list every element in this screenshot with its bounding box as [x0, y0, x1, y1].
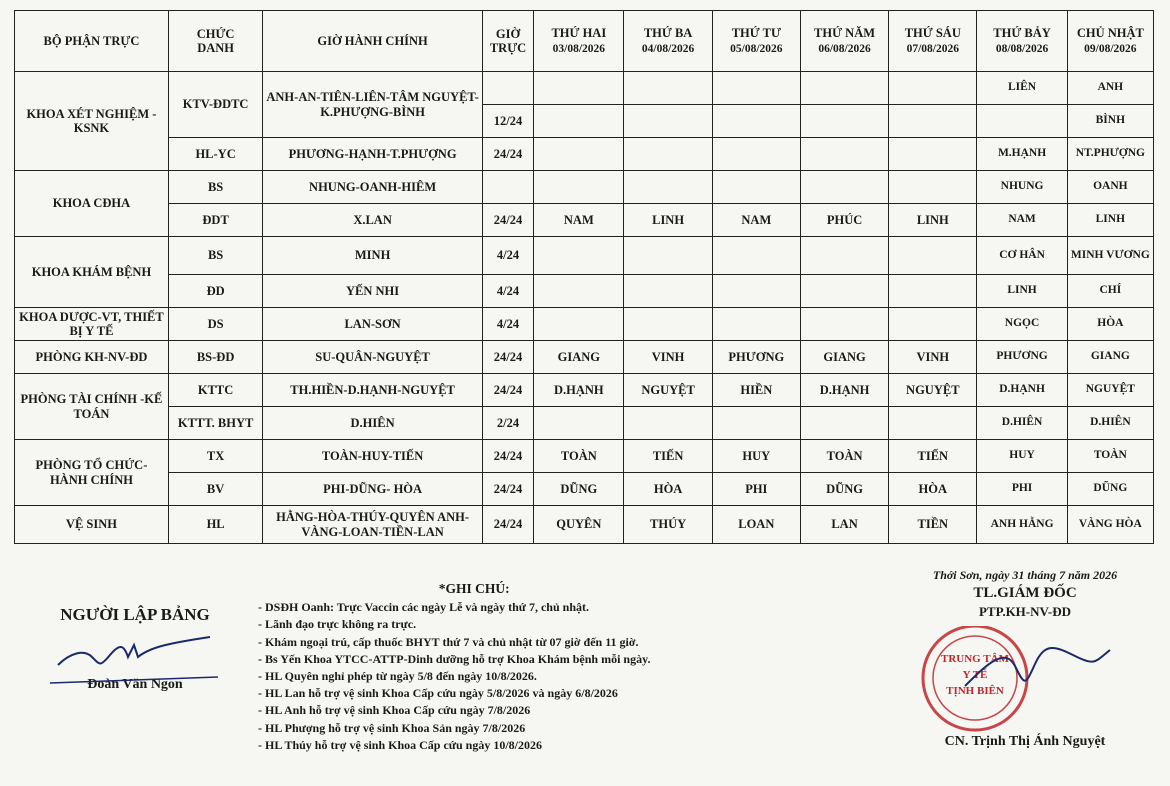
day-cell: [624, 138, 712, 171]
day-cell: [624, 275, 712, 308]
day-cell: DŨNG: [800, 473, 888, 506]
header-duty: [482, 11, 533, 72]
day-cell: LINH: [977, 275, 1067, 308]
day-cell: CƠ HÂN: [977, 237, 1067, 275]
duty-hours-cell: 2/24: [482, 407, 533, 440]
note-item: - DSĐH Oanh: Trực Vaccin các ngày Lễ và ngày thứ 7, chủ nhật.: [258, 600, 589, 615]
dept-cell: PHÒNG TÀI CHÍNH -KẾ TOÁN: [15, 374, 169, 440]
roster-row: [15, 308, 1154, 341]
day-cell: [800, 308, 888, 341]
day-name: THỨ BA: [643, 26, 693, 41]
day-cell: [624, 407, 712, 440]
header-day: [1067, 11, 1153, 72]
staff-cell: HẰNG-HÒA-THÚY-QUYÊN ANH-VÀNG-LOAN-TIỀN-LAN: [263, 506, 483, 544]
maker-title: NGƯỜI LẬP BẢNG: [60, 605, 210, 624]
day-cell: NAM: [712, 204, 800, 237]
staff-cell: PHI-DŨNG- HÒA: [263, 473, 483, 506]
duty-hours-cell: [482, 171, 533, 204]
day-cell: NGUYỆT: [889, 374, 977, 407]
signoff-block: [905, 568, 1145, 749]
day-cell: [712, 72, 800, 105]
dept-cell: KHOA DƯỢC-VT, THIẾT BỊ Y TẾ: [15, 308, 169, 341]
duty-hours-cell: 12/24: [482, 105, 533, 138]
day-cell: [712, 407, 800, 440]
note-item: - HL Quyên nghỉ phép từ ngày 5/8 đến ngày 10/8/2026.: [258, 669, 537, 684]
staff-cell: YẾN NHI: [263, 275, 483, 308]
header-row: [15, 11, 1154, 72]
day-date: 04/08/2026: [641, 42, 695, 55]
day-cell: VINH: [624, 341, 712, 374]
day-cell: [712, 171, 800, 204]
day-date: 07/08/2026: [906, 42, 959, 55]
roster-row: [15, 407, 1154, 440]
day-cell: [534, 237, 624, 275]
dept-cell: PHÒNG KH-NV-ĐD: [15, 341, 169, 374]
duty-hours-cell: 4/24: [482, 308, 533, 341]
staff-cell: X.LAN: [263, 204, 483, 237]
day-cell: PHI: [712, 473, 800, 506]
staff-cell: MINH: [263, 237, 483, 275]
day-cell: HUY: [977, 440, 1067, 473]
header-day: [624, 11, 712, 72]
day-cell: HÒA: [1067, 308, 1153, 341]
staff-cell: SU-QUÂN-NGUYỆT: [263, 341, 483, 374]
duty-hours-cell: 4/24: [482, 237, 533, 275]
day-name: THỨ NĂM: [814, 26, 876, 41]
day-cell: GIANG: [800, 341, 888, 374]
note-item: - HL Thúy hỗ trợ vệ sinh Khoa Cấp cứu ngày 10/8/2026: [258, 737, 543, 752]
day-cell: D.HIÊN: [977, 407, 1067, 440]
roster-row: [15, 171, 1154, 204]
day-cell: GIANG: [534, 341, 624, 374]
roster-row: [15, 138, 1154, 171]
signoff-date: Thới Sơn, ngày 31 tháng 7 năm 2026: [932, 568, 1118, 582]
day-cell: [889, 407, 977, 440]
header-day: [977, 11, 1067, 72]
roster-row: [15, 341, 1154, 374]
note-item: - Lãnh đạo trực không ra trực.: [258, 617, 417, 632]
day-cell: NGUYỆT: [624, 374, 712, 407]
day-cell: HÒA: [889, 473, 977, 506]
day-cell: PHI: [977, 473, 1067, 506]
day-name: THỨ TƯ: [731, 26, 781, 41]
header-hours: GIỜ HÀNH CHÍNH: [263, 11, 483, 72]
day-cell: ANH HẰNG: [977, 506, 1067, 544]
day-date: 09/08/2026: [1084, 42, 1137, 55]
header-duty-line1: GIỜ: [495, 26, 521, 41]
header-title-line1: CHỨC: [196, 26, 235, 41]
header-day: [889, 11, 977, 72]
title-cell: KTTC: [168, 374, 262, 407]
day-cell: [624, 237, 712, 275]
day-cell: [624, 171, 712, 204]
day-name: THỨ BẢY: [993, 26, 1051, 41]
maker-signature: [50, 627, 220, 687]
day-name: THỨ SÁU: [904, 26, 961, 41]
title-cell: BS-ĐD: [168, 341, 262, 374]
header-title-line2: DANH: [197, 41, 234, 55]
title-cell: BV: [168, 473, 262, 506]
header-title: [168, 11, 262, 72]
day-cell: M.HẠNH: [977, 138, 1067, 171]
day-cell: LOAN: [712, 506, 800, 544]
maker-name: Đoàn Văn Ngon: [87, 677, 183, 692]
dept-cell: KHOA XÉT NGHIỆM -KSNK: [15, 72, 169, 171]
day-cell: [712, 308, 800, 341]
title-cell: ĐD: [168, 275, 262, 308]
roster-row: [15, 237, 1154, 275]
day-cell: DŨNG: [1067, 473, 1153, 506]
day-date: 03/08/2026: [552, 42, 606, 55]
duty-hours-cell: 24/24: [482, 204, 533, 237]
day-cell: [977, 105, 1067, 138]
day-cell: GIANG: [1067, 341, 1153, 374]
day-cell: [534, 275, 624, 308]
day-cell: DŨNG: [534, 473, 624, 506]
day-cell: [534, 105, 624, 138]
roster-row: [15, 275, 1154, 308]
day-cell: VÀNG HÒA: [1067, 506, 1153, 544]
signoff-title1: TL.GIÁM ĐỐC: [973, 585, 1077, 601]
day-name: CHỦ NHẬT: [1076, 26, 1144, 41]
duty-hours-cell: 4/24: [482, 275, 533, 308]
notes-block: [258, 580, 650, 754]
day-cell: TIẾN: [624, 440, 712, 473]
note-item: - Bs Yến Khoa YTCC-ATTP-Dinh dưỡng hỗ trợ Khoa Khám bệnh mỗi ngày.: [258, 651, 651, 666]
roster-row: [15, 473, 1154, 506]
roster-row: [15, 204, 1154, 237]
day-cell: HÒA: [624, 473, 712, 506]
day-cell: [889, 72, 977, 105]
duty-hours-cell: 24/24: [482, 473, 533, 506]
roster-row: [15, 374, 1154, 407]
seal-line1: TRUNG TÂM: [941, 653, 1009, 665]
day-cell: PHƯƠNG: [712, 341, 800, 374]
day-date: 05/08/2026: [730, 42, 783, 55]
day-cell: D.HẠNH: [977, 374, 1067, 407]
dept-cell: KHOA KHÁM BỆNH: [15, 237, 169, 308]
day-cell: VINH: [889, 341, 977, 374]
header-dept: BỘ PHẬN TRỰC: [15, 11, 169, 72]
day-cell: PHÚC: [800, 204, 888, 237]
day-cell: [800, 275, 888, 308]
day-cell: [800, 105, 888, 138]
day-cell: THÚY: [624, 506, 712, 544]
title-cell: TX: [168, 440, 262, 473]
day-date: 06/08/2026: [818, 42, 871, 55]
day-cell: [534, 72, 624, 105]
day-cell: [889, 275, 977, 308]
notes-title: *GHI CHÚ:: [438, 581, 510, 596]
day-cell: [800, 407, 888, 440]
staff-cell: TOÀN-HUY-TIẾN: [263, 440, 483, 473]
day-cell: D.HẠNH: [534, 374, 624, 407]
day-cell: NAM: [977, 204, 1067, 237]
note-item: - Khám ngoại trú, cấp thuốc BHYT thứ 7 và chủ nhật từ 07 giờ đến 11 giờ.: [258, 634, 639, 649]
roster-row: [15, 506, 1154, 544]
day-cell: [800, 171, 888, 204]
day-cell: [800, 72, 888, 105]
day-cell: LIÊN: [977, 72, 1067, 105]
title-cell: KTV-ĐDTC: [168, 72, 262, 138]
day-cell: [712, 105, 800, 138]
day-cell: TOÀN: [1067, 440, 1153, 473]
roster-row: [15, 440, 1154, 473]
duty-roster-sheet: [14, 10, 1154, 544]
day-cell: [800, 138, 888, 171]
official-seal: [905, 626, 1145, 736]
day-cell: NHUNG: [977, 171, 1067, 204]
duty-hours-cell: [482, 72, 533, 105]
staff-cell: D.HIÊN: [263, 407, 483, 440]
note-item: - HL Anh hỗ trợ vệ sinh Khoa Cấp cứu ngày 7/8/2026: [258, 703, 531, 718]
note-item: - HL Lan hỗ trợ vệ sinh Khoa Cấp cứu ngày 5/8/2026 và ngày 6/8/2026: [258, 686, 618, 701]
day-cell: [534, 407, 624, 440]
duty-hours-cell: 24/24: [482, 506, 533, 544]
day-cell: CHÍ: [1067, 275, 1153, 308]
day-cell: [624, 308, 712, 341]
signoff-title2: PTP.KH-NV-ĐD: [978, 604, 1072, 619]
day-cell: [534, 171, 624, 204]
title-cell: HL: [168, 506, 262, 544]
seal-line2: Y TẾ: [962, 669, 988, 681]
header-day: [800, 11, 888, 72]
title-cell: KTTT. BHYT: [168, 407, 262, 440]
duty-hours-cell: 24/24: [482, 138, 533, 171]
day-cell: [889, 237, 977, 275]
day-cell: [624, 105, 712, 138]
day-cell: NT.PHƯỢNG: [1067, 138, 1153, 171]
duty-hours-cell: 24/24: [482, 440, 533, 473]
title-cell: BS: [168, 171, 262, 204]
staff-cell: TH.HIỀN-D.HẠNH-NGUYỆT: [263, 374, 483, 407]
day-cell: [534, 308, 624, 341]
staff-cell: ANH-AN-TIÊN-LIÊN-TÂM NGUYỆT-K.PHƯỢNG-BÌNH: [263, 72, 483, 138]
day-cell: HIỀN: [712, 374, 800, 407]
staff-cell: NHUNG-OANH-HIÊM: [263, 171, 483, 204]
day-cell: LINH: [624, 204, 712, 237]
duty-roster-table: [14, 10, 1154, 544]
day-cell: [889, 171, 977, 204]
title-cell: DS: [168, 308, 262, 341]
seal-line3: TỊNH BIÊN: [946, 685, 1004, 697]
day-cell: [534, 138, 624, 171]
staff-cell: LAN-SƠN: [263, 308, 483, 341]
day-cell: LAN: [800, 506, 888, 544]
day-cell: LINH: [1067, 204, 1153, 237]
header-duty-line2: TRỰC: [489, 41, 527, 55]
roster-body: [15, 72, 1154, 544]
day-cell: BÌNH: [1067, 105, 1153, 138]
day-cell: OANH: [1067, 171, 1153, 204]
signoff-name: CN. Trịnh Thị Ánh Nguyệt: [944, 734, 1106, 749]
day-cell: LINH: [889, 204, 977, 237]
roster-row: [15, 72, 1154, 105]
note-item: - HL Phượng hỗ trợ vệ sinh Khoa Sản ngày 7/8/2026: [258, 720, 526, 735]
staff-cell: PHƯƠNG-HẠNH-T.PHƯỢNG: [263, 138, 483, 171]
header-day: [712, 11, 800, 72]
day-cell: [889, 308, 977, 341]
day-name: THỨ HAI: [551, 26, 607, 41]
title-cell: HL-YC: [168, 138, 262, 171]
duty-hours-cell: 24/24: [482, 341, 533, 374]
day-cell: HUY: [712, 440, 800, 473]
title-cell: ĐDT: [168, 204, 262, 237]
day-cell: ANH: [1067, 72, 1153, 105]
day-cell: [800, 237, 888, 275]
day-cell: [889, 138, 977, 171]
day-cell: [712, 237, 800, 275]
day-cell: QUYÊN: [534, 506, 624, 544]
day-cell: D.HIÊN: [1067, 407, 1153, 440]
day-cell: TIẾN: [889, 440, 977, 473]
header-day: [534, 11, 624, 72]
table-maker: [40, 605, 230, 693]
day-date: 08/08/2026: [995, 42, 1049, 55]
day-cell: PHƯƠNG: [977, 341, 1067, 374]
day-cell: [712, 275, 800, 308]
day-cell: TOÀN: [800, 440, 888, 473]
day-cell: NAM: [534, 204, 624, 237]
dept-cell: VỆ SINH: [15, 506, 169, 544]
day-cell: TIỀN: [889, 506, 977, 544]
title-cell: BS: [168, 237, 262, 275]
day-cell: MINH VƯƠNG: [1067, 237, 1153, 275]
day-cell: [712, 138, 800, 171]
day-cell: NGỌC: [977, 308, 1067, 341]
dept-cell: PHÒNG TỔ CHỨC-HÀNH CHÍNH: [15, 440, 169, 506]
duty-hours-cell: 24/24: [482, 374, 533, 407]
day-cell: NGUYỆT: [1067, 374, 1153, 407]
day-cell: TOÀN: [534, 440, 624, 473]
day-cell: D.HẠNH: [800, 374, 888, 407]
day-cell: [624, 72, 712, 105]
day-cell: [889, 105, 977, 138]
dept-cell: KHOA CĐHA: [15, 171, 169, 237]
